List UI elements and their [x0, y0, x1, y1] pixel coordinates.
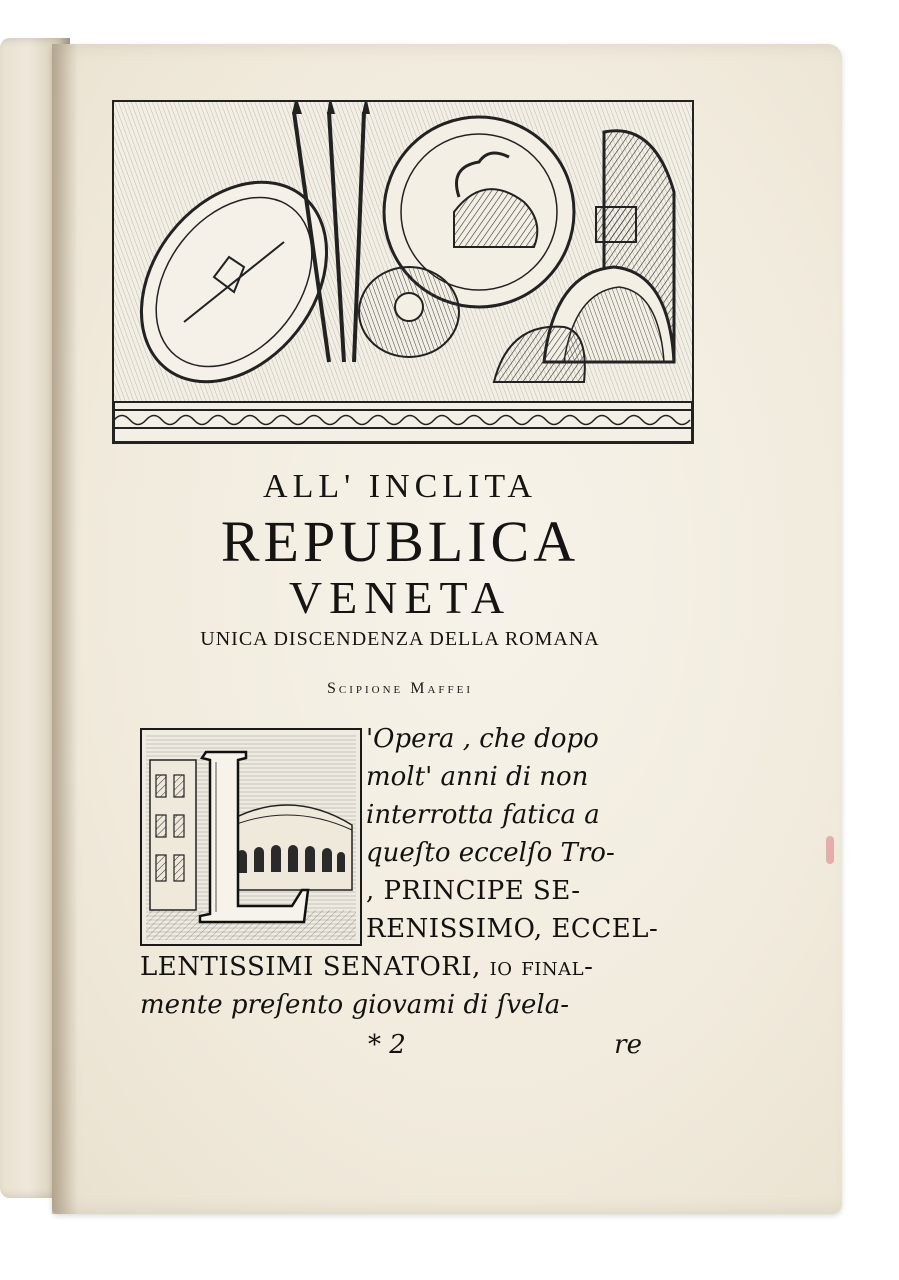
catchword: re — [614, 1030, 642, 1060]
dedication-title — [120, 462, 680, 651]
body-line-7: LENTISSIMI SENATORI, io final- — [140, 952, 594, 982]
dedication-body — [140, 720, 660, 1024]
body-line-6: RENISSIMO, ECCEL- — [366, 914, 659, 944]
title-line-2: REPUBLICA — [220, 509, 580, 574]
body-line-2: molt' anni di non — [366, 762, 589, 792]
body-line-4: queſto eccelſo Tro- — [366, 838, 615, 868]
page-gutter-shadow — [52, 44, 78, 1214]
title-subtitle: UNICA DISCENDENZA DELLA ROMANA — [200, 628, 600, 650]
headpiece-engraving-arms — [112, 100, 694, 444]
author-name: Scipione Maffei — [326, 680, 474, 697]
title-line-1: ALL' INCLITA — [263, 468, 537, 505]
page-edge-stain — [826, 836, 834, 864]
body-line-1: 'Opera , che dopo — [366, 724, 599, 754]
signature-mark: * 2 — [368, 1030, 406, 1060]
body-line-3: interrotta fatica a — [366, 800, 600, 830]
body-line-8: mente preſento giovami di ſvela- — [140, 990, 570, 1020]
page-footer — [140, 1030, 660, 1070]
body-line-5: , PRINCIPE SE- — [366, 876, 581, 906]
title-line-3: VENETA — [288, 572, 512, 623]
